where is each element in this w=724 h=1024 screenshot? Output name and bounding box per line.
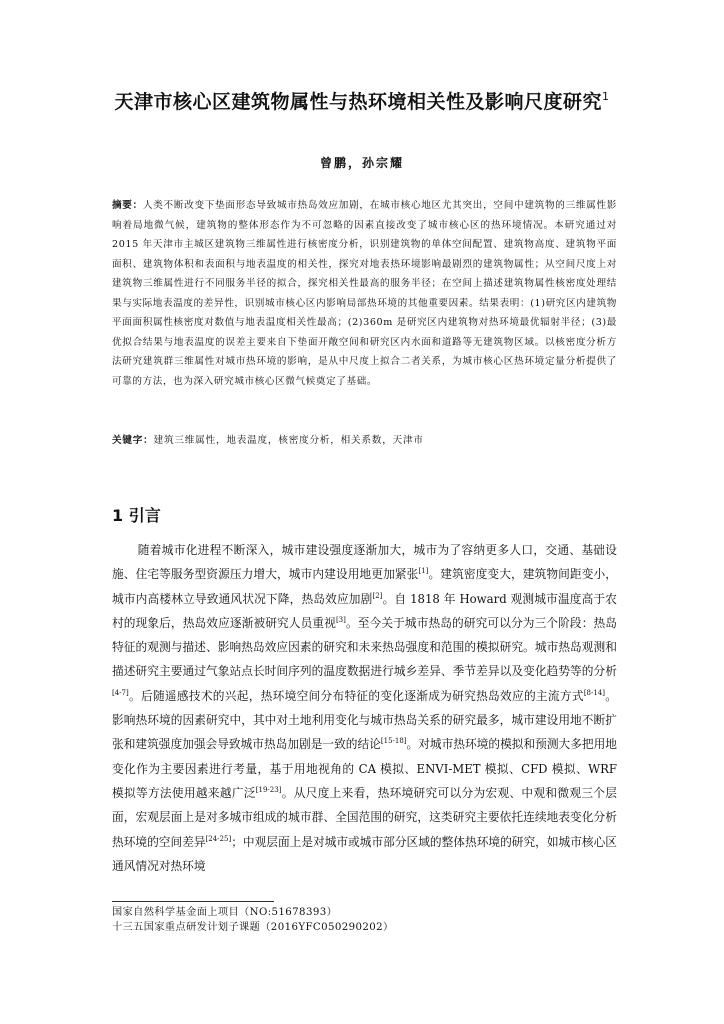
citation-ref: [3] xyxy=(335,615,346,624)
citation-ref: [1] xyxy=(418,567,429,576)
intro-segment: 。对城市热环境的模拟和预测大多把用地变化作为主要因素进行考量，基于用地视角的 CA 模拟、ENVI-MET 模拟、CFD 模拟、WRF 模拟等方法使用越来越广泛 xyxy=(112,737,617,800)
paper-title xyxy=(60,87,664,114)
keywords-text: 建筑三维属性，地表温度，核密度分析，相关系数，天津市 xyxy=(153,435,424,446)
intro-segment: 。后随遥感技术的兴起，热环境空间分布特征的变化逐渐成为研究热岛效应的主流方式 xyxy=(128,688,584,703)
intro-segment: 随着城市化进程不断深入，城市建设强度逐渐加大，城市为了容纳更多人口，交通、基础设施、住宅等服务型资源压力增大，城市内建设用地更加紧张 xyxy=(112,543,617,582)
intro-segment: 。影响热环境的因素研究中，其中对土地利用变化与城市热岛关系的研究最多，城市建设用地不断扩张和建筑强度加强会导致城市热岛加剧是一致的结论 xyxy=(112,688,617,752)
title-footnote-mark: 1 xyxy=(602,90,610,103)
citation-ref: [19-23] xyxy=(255,785,282,794)
intro-segment: 。从尺度上来看，热环境研究可以分为宏观、中观和微观三个层面，宏观层面上是对多城市组成的城市群、全国范围的研究，这类研究主要依托连续地表变化分析热环境的空间差异 xyxy=(112,785,617,849)
intro-segment: 。自 1818 年 Howard 观测城市温度高于农村的现象后，热岛效应逐渐被研究人员重视 xyxy=(112,591,617,630)
paper-title-text: 天津市核心区建筑物属性与热环境相关性及影响尺度研究 xyxy=(114,91,602,113)
keywords xyxy=(112,432,617,446)
citation-ref: [8-14] xyxy=(583,688,606,697)
citation-ref: [24-25] xyxy=(205,834,232,843)
citation-ref: [4-7] xyxy=(112,688,129,697)
abstract xyxy=(112,196,617,391)
citation-ref: [2] xyxy=(372,591,383,600)
abstract-text: 人类不断改变下垫面形态导致城市热岛效应加剧，在城市核心地区尤其突出，空间中建筑物的三维属性影响着局地微气候，建筑物的整体形态作为不可忽略的因素直接改变了城市核心区的热环境情况。本研究通过对 2015 年天津市主城区建筑物三维属性进行核密度分析，识别建筑物的单体空间配置、建筑物高度、建筑物平面面积、建筑物体积和表面积与地表温度的相关性，探究对地表热环境影响最剧烈的建筑物属性；从空间尺度上对建筑物三维属性进行不同服务半径的拟合，探究相关性最高的服务半径；在空间上描述建筑物属性核密度处理结果与实际地表温度的差异性，识别城市核心区内影响局部热环境的其他重要因素。结果表明：(1)研究区内建筑物平面面积属性核密度对数值与地表温度相关性最高；(2)360m 是研究区内建筑物对热环境最优辐射半径；(3)最优拟合结果与地表温度的误差主要来自下垫面开敞空间和研究区内水面和道路等无建筑物区域。以核密度分析方法研究建筑群三维属性对城市热环境的影响，是从中尺度上拟合二者关系，为城市核心区热环境定量分析提供了可靠的方法，也为深入研究城市核心区微气候奠定了基础。 xyxy=(112,200,617,387)
citation-ref: [15-18] xyxy=(380,737,407,746)
intro-segment: 。建筑密度变大，建筑物间距变小，城市内高楼林立导致通风状况下降，热岛效应加剧 xyxy=(112,567,617,606)
footnote-funding-1: 国家自然科学基金面上项目（NO:51678393） xyxy=(112,907,338,918)
footnote-funding-2: 十三五国家重点研发计划子课题（2016YFC050290202） xyxy=(112,921,394,933)
footnotes xyxy=(112,906,617,935)
intro-segment: ；中观层面上是对城市或城市部分区域的整体热环境的研究，如城市核心区通风情况对热环境 xyxy=(112,834,617,873)
intro-paragraph xyxy=(112,538,617,878)
footnote-divider xyxy=(112,901,274,902)
section-heading: 1 引言 xyxy=(112,506,161,525)
intro-segment: 。至今关于城市热岛的研究可以分为三个阶段：热岛特征的观测与描述、影响热岛效应因素的研究和未来热岛强度和范围的模拟研究。城市热岛观测和描述研究主要通过气象站点长时间序列的温度数据进行城乡差异、季节差异以及变化趋势等的分析 xyxy=(112,615,617,679)
abstract-label: 摘要： xyxy=(112,200,143,211)
authors: 曾鹏，孙宗耀 xyxy=(319,156,404,170)
keywords-label: 关键字： xyxy=(112,435,154,446)
